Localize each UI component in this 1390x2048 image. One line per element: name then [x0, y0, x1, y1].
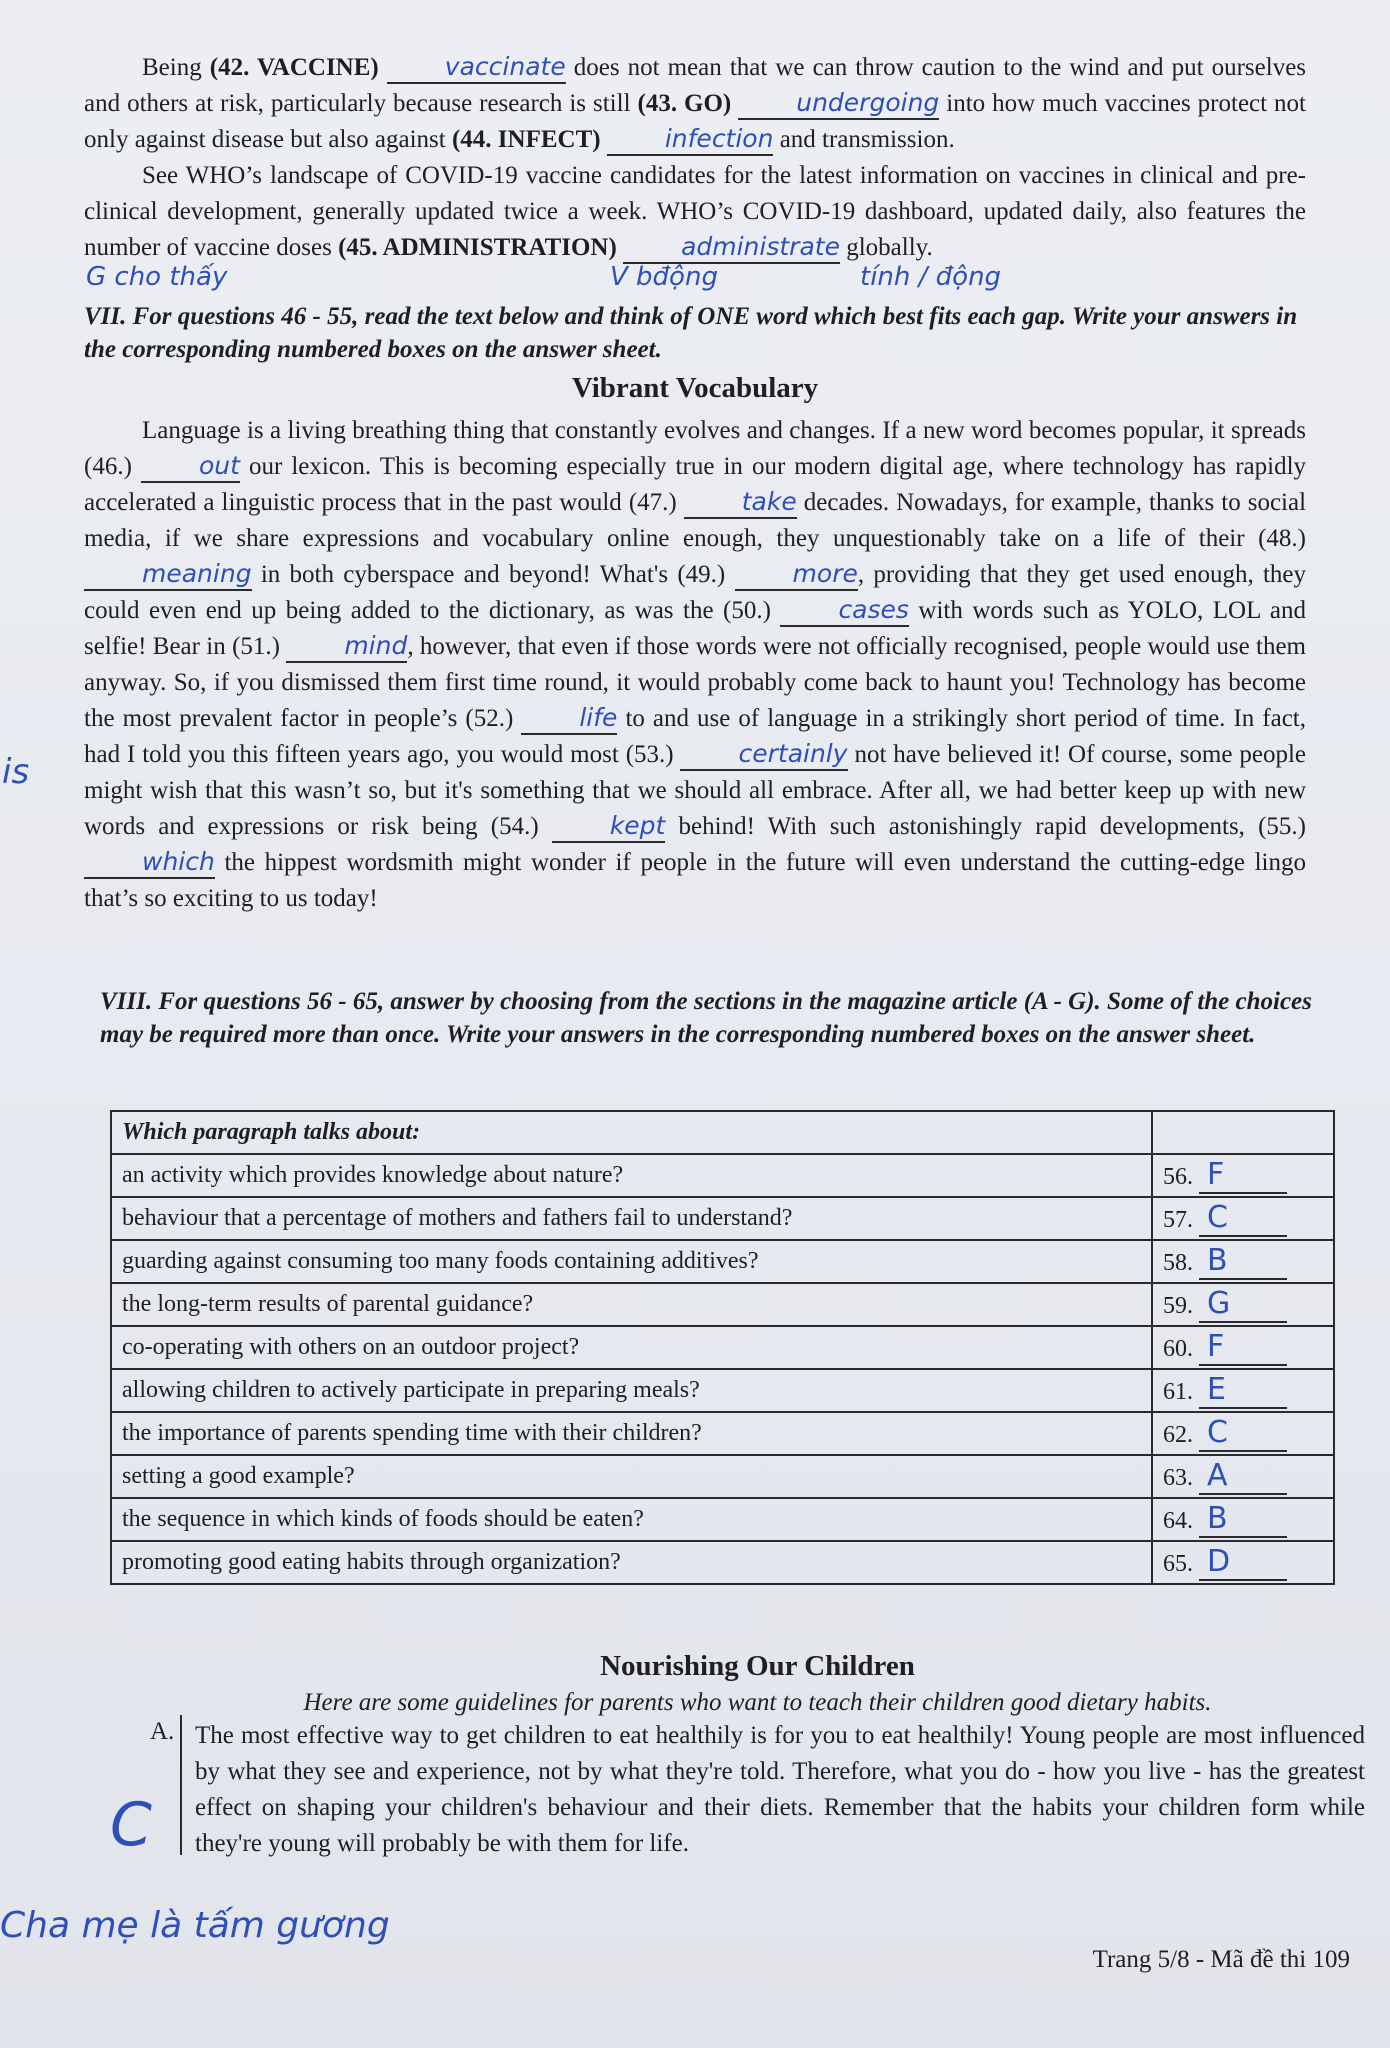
question-42-label: (42. VACCINE): [209, 54, 379, 81]
answer-blank: [1199, 1415, 1287, 1452]
section-viii: [100, 985, 1335, 1051]
question-text: the sequence in which kinds of foods should be eaten?: [111, 1498, 1152, 1541]
question-number: 59.: [1163, 1293, 1193, 1319]
answer-blank: [1199, 1544, 1287, 1581]
question-number: 62.: [1163, 1422, 1193, 1448]
answer-cell: [1152, 1240, 1334, 1283]
answer-cell: [1152, 1541, 1334, 1584]
matching-table: [110, 1110, 1335, 1585]
answer-45: administrate: [623, 233, 840, 264]
handwritten-note-c: C: [110, 1790, 152, 1860]
handwritten-answer: F: [1207, 1329, 1225, 1364]
answer-blank: [1199, 1286, 1287, 1323]
answer-46: out: [141, 452, 240, 483]
question-text: setting a good example?: [111, 1455, 1152, 1498]
answer-47: take: [684, 488, 797, 519]
answer-cell: [1152, 1369, 1334, 1412]
table-row: [111, 1154, 1334, 1197]
table-row: [111, 1541, 1334, 1584]
article: [150, 1650, 1365, 1717]
handwritten-answer: B: [1207, 1501, 1228, 1536]
table-header: Which paragraph talks about:: [111, 1111, 1152, 1154]
paragraph-a-label: A.: [150, 1718, 175, 1745]
handwritten-answer: A: [1207, 1458, 1228, 1493]
answer-blank: [1199, 1200, 1287, 1237]
section-vii-heading: VII. For questions 46 - 55, read the text below and think of ONE word which best fits each gap. Write your answers in the corresponding numbered boxes on the answer sheet.: [84, 303, 1298, 363]
question-text: the importance of parents spending time with their children?: [111, 1412, 1152, 1455]
handwritten-note-3: tính / động: [860, 262, 1002, 292]
handwritten-answer: D: [1207, 1544, 1231, 1579]
answer-blank: [1199, 1458, 1287, 1495]
table-row: [111, 1283, 1334, 1326]
answer-54: kept: [552, 812, 666, 843]
answer-cell: [1152, 1326, 1334, 1369]
answer-cell: [1152, 1197, 1334, 1240]
answer-blank: [1199, 1243, 1287, 1280]
table-row: [111, 1326, 1334, 1369]
question-number: 56.: [1163, 1164, 1193, 1190]
question-45-label: (45. ADMINISTRATION): [338, 234, 617, 261]
handwritten-note-is: is: [2, 752, 30, 792]
handwritten-answer: E: [1207, 1372, 1226, 1407]
paragraph-a-bracket: [180, 1715, 196, 1855]
question-text: promoting good eating habits through organization?: [111, 1541, 1152, 1584]
handwritten-answer: C: [1207, 1415, 1228, 1450]
passage-top: [84, 50, 1306, 266]
question-number: 61.: [1163, 1379, 1193, 1405]
answer-51: mind: [286, 632, 407, 663]
question-number: 58.: [1163, 1250, 1193, 1276]
handwritten-note-1: G cho thấy: [86, 262, 228, 292]
answer-50: cases: [780, 596, 909, 627]
question-number: 57.: [1163, 1207, 1193, 1233]
answer-cell: [1152, 1455, 1334, 1498]
table-row: [111, 1498, 1334, 1541]
answer-cell: [1152, 1283, 1334, 1326]
table-row: [111, 1369, 1334, 1412]
table-row: [111, 1240, 1334, 1283]
paragraph-a: The most effective way to get children to eat healthily is for you to eat healthily! Young people are most influenced by what they see and experience, not by what they're told. Therefore, what you do - how you live - has the greatest effect on shaping your children's behaviour and their diets. Remember that the habits your children form while they're young will probably be with them for life.: [195, 1722, 1365, 1857]
answer-52: life: [521, 704, 617, 735]
handwritten-answer: B: [1207, 1243, 1228, 1278]
table-row: [111, 1412, 1334, 1455]
question-text: allowing children to actively participate in preparing meals?: [111, 1369, 1152, 1412]
answer-blank: [1199, 1372, 1287, 1409]
answer-cell: [1152, 1154, 1334, 1197]
article-title: Nourishing Our Children: [600, 1650, 915, 1682]
question-text: an activity which provides knowledge about nature?: [111, 1154, 1152, 1197]
answer-42: vaccinate: [387, 53, 566, 84]
vibrant-vocabulary-text: Language is a living breathing thing that constantly evolves and changes. If a new word becomes popular, it spreads (46.) out our lexicon. This is becoming especially true in our modern digital age, where technology has rapidly accelerated a linguistic process that in the past would (47.) take decades. Nowadays, for example, thanks to social media, if we share expressions and vocabulary online enough, they unquestionably take on a life of their (48.) meaning in both cyberspace and beyond! What's (49.) more, providing that they get used enough, they could even end up being added to the dictionary, as was the (50.) cases with words such as YOLO, LOL and selfie! Bear in (51.) mind, however, that even if those words were not officially recognised, people would use them anyway. So, if you dismissed them first time round, it would probably come back to haunt you! Technology has become the most prevalent factor in people’s (52.) life to and use of language in a strikingly short period of time. In fact, had I told you this fifteen years ago, you would most (53.) certainly not have believed it! Of course, some people might wish that this wasn’t so, but it's something that we should all embrace. After all, we had better keep up with new words and expressions or risk being (54.) kept behind! With such astonishingly rapid developments, (55.) which the hippest wordsmith might wonder if people in the future will even understand the cutting-edge lingo that’s so exciting to us today!: [84, 417, 1307, 912]
answer-blank: [1199, 1501, 1287, 1538]
answer-cell: [1152, 1498, 1334, 1541]
answer-49: more: [735, 560, 858, 591]
answer-48: meaning: [84, 560, 252, 591]
question-43-label: (43. GO): [637, 90, 732, 117]
question-text: guarding against consuming too many foods containing additives?: [111, 1240, 1152, 1283]
question-44-label: (44. INFECT): [451, 126, 601, 153]
question-number: 63.: [1163, 1465, 1193, 1491]
question-text: behaviour that a percentage of mothers and fathers fail to understand?: [111, 1197, 1152, 1240]
article-subtitle: Here are some guidelines for parents who want to teach their children good dietary habits.: [303, 1689, 1212, 1716]
section-viii-heading: VIII. For questions 56 - 65, answer by choosing from the sections in the magazine article (A - G). Some of the choices may be required more than once. Write your answers in the corresponding numbered boxes on the answer sheet.: [100, 988, 1312, 1048]
question-text: co-operating with others on an outdoor project?: [111, 1326, 1152, 1369]
table-row: [111, 1197, 1334, 1240]
answer-53: certainly: [680, 740, 847, 771]
question-number: 64.: [1163, 1508, 1193, 1534]
answer-blank: [1199, 1157, 1287, 1194]
handwritten-note-2: V bđộng: [610, 262, 718, 292]
paragraph-45: See WHO’s landscape of COVID-19 vaccine candidates for the latest information on vaccines in clinical and pre-clinical development, generally updated twice a week. WHO’s COVID-19 dashboard, updated daily, also features the number of vaccine doses (45. ADMINISTRATION) administrate globally.: [84, 158, 1306, 266]
answer-55: which: [84, 848, 215, 879]
answer-blank: [1199, 1329, 1287, 1366]
question-number: 65.: [1163, 1551, 1193, 1577]
paragraph-42-44: Being (42. VACCINE) vaccinate does not mean that we can throw caution to the wind and put ourselves and others at risk, particularly because research is still (43. GO) undergoing into how much vaccines protect not only against disease but also against (44. INFECT) infection and transmission.: [84, 50, 1306, 158]
section-vii: [84, 300, 1306, 917]
answer-44: infection: [607, 125, 774, 156]
table-row: [111, 1455, 1334, 1498]
handwritten-note-vi: Cha mẹ là tấm gương: [0, 1905, 390, 1946]
page-footer: Trang 5/8 - Mã đề thi 109: [1092, 1946, 1350, 1973]
handwritten-answer: C: [1207, 1200, 1228, 1235]
answer-cell: [1152, 1412, 1334, 1455]
question-number: 60.: [1163, 1336, 1193, 1362]
handwritten-answer: G: [1207, 1286, 1231, 1321]
question-text: the long-term results of parental guidance?: [111, 1283, 1152, 1326]
section-vii-title: Vibrant Vocabulary: [571, 372, 819, 404]
handwritten-answer: F: [1207, 1157, 1225, 1192]
answer-43: undergoing: [738, 89, 939, 120]
table-header-row: [111, 1111, 1334, 1154]
